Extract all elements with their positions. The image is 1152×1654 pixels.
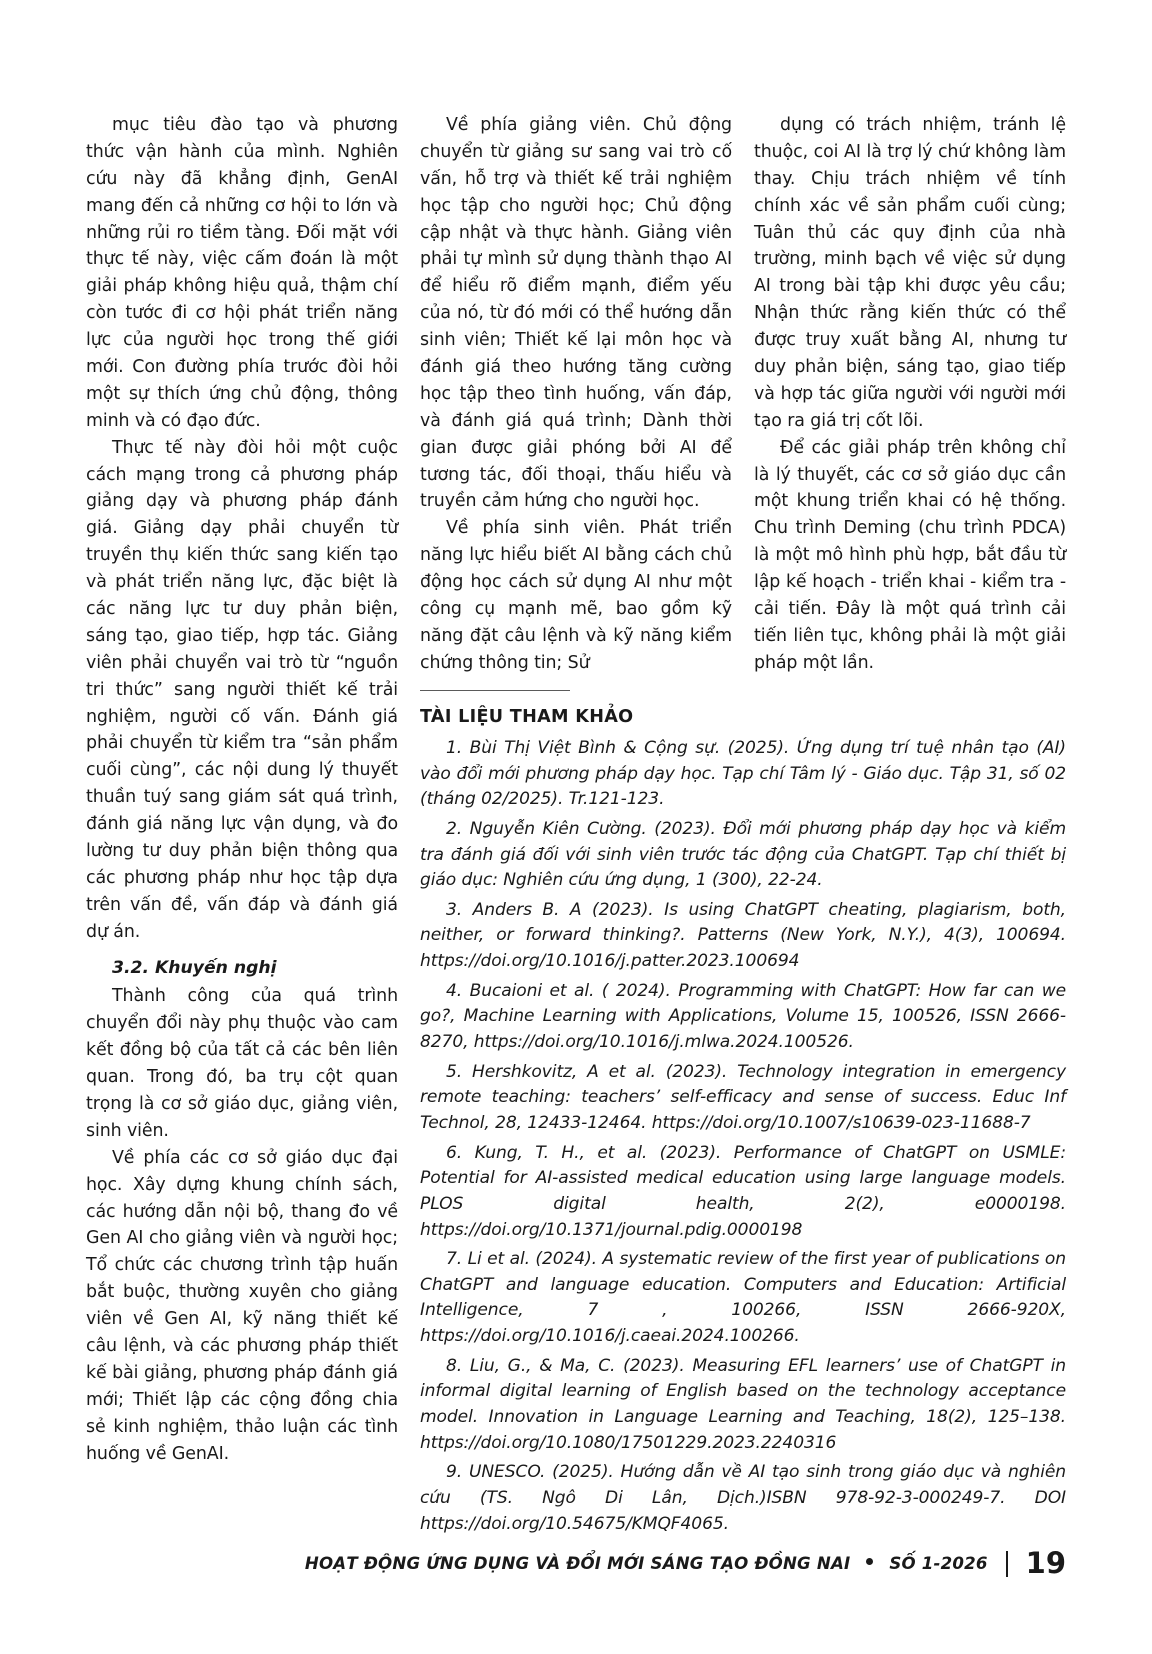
reference-item: 5. Hershkovitz, A et al. (2023). Technology integration in emergency remote teaching: teachers’ self-efficacy and sense of success. Educ Inf Technol, 28, 12433-12464. https://doi.org/10.1007/s10639-023-11688-7: [420, 1061, 1066, 1133]
footer-separator: [1006, 1551, 1008, 1577]
footer-issue: SỐ 1-2026: [889, 1554, 988, 1573]
reference-item: 6. Kung, T. H., et al. (2023). Performance of ChatGPT on USMLE: Potential for AI-assisted medical education using large language models. PLOS digital health, 2(2), e0000198. https://doi.org/10.1371/journal.pdig.0000198: [420, 1142, 1066, 1240]
column-1: [86, 112, 398, 1467]
reference-item: 8. Liu, G., & Ma, C. (2023). Measuring EFL learners’ use of ChatGPT in informal digital learning of English based on the technology acceptance model. Innovation in Language Learning and Teaching, 18(2), 125–138. https://doi.org/10.1080/17501229.2023.2240316: [420, 1355, 1066, 1453]
paragraph: Về phía giảng viên. Chủ động chuyển từ giảng sư sang vai trò cố vấn, hỗ trợ và thiết kế trải nghiệm học tập cho người học; Chủ động cập nhật và thực hành. Giảng viên phải tự mình sử dụng thành thạo AI để hiểu rõ điểm mạnh, điểm yếu của nó, từ đó mới có thể hướng dẫn sinh viên; Thiết kế lại môn học và đánh giá theo hướng tăng cường học tập theo tình huống, vấn đáp, và đánh giá quá trình; Dành thời gian được giải phóng bởi AI để tương tác, đối thoại, thấu hiểu và truyền cảm hứng cho người học.: [420, 115, 732, 512]
paragraph: dụng có trách nhiệm, tránh lệ thuộc, coi AI là trợ lý chứ không làm thay. Chịu trách nhiệm về tính chính xác về sản phẩm cuối cùng; Tuân thủ các quy định của nhà trường, minh bạch về việc sử dụng AI trong bài tập khi được yêu cầu; Nhận thức rằng kiến thức có thể được truy xuất bằng AI, nhưng tư duy phản biện, sáng tạo, giao tiếp và hợp tác giữa người với người mới tạo ra giá trị cốt lõi.: [754, 115, 1066, 431]
reference-item: 2. Nguyễn Kiên Cường. (2023). Đổi mới phương pháp dạy học và kiểm tra đánh giá đối với sinh viên trước tác động của ChatGPT. Tạp chí thiết bị giáo dục: Nghiên cứu ứng dụng, 1 (300), 22-24.: [420, 818, 1066, 891]
section-heading: 3.2. Khuyến nghị: [112, 957, 277, 978]
reference-item: 3. Anders B. A (2023). Is using ChatGPT cheating, plagiarism, both, neither, or forward thinking?. Patterns (New York, N.Y.), 4(3), 100694. https://doi.org/10.1016/j.patter.2023.100694: [420, 899, 1066, 972]
references-section: [420, 690, 1066, 1541]
page-footer: [86, 1546, 1066, 1580]
reference-item: 4. Bucaioni et al. ( 2024). Programming with ChatGPT: How far can we go?, Machine Learning with Applications, Volume 15, 100526, ISSN 2666-8270, https://doi.org/10.1016/j.mlwa.2024.100526.: [420, 980, 1066, 1053]
paragraph: mục tiêu đào tạo và phương thức vận hành của mình. Nghiên cứu này đã khẳng định, GenAI mang đến cả những cơ hội to lớn và những rủi ro tiềm tàng. Đối mặt với thực tế này, việc cấm đoán là một giải pháp không hiệu quả, thậm chí còn tước đi cơ hội phát triển năng lực của người học trong thế giới mới. Con đường phía trước đòi hỏi một sự thích ứng chủ động, thông minh và có đạo đức.: [86, 115, 398, 431]
reference-item: 7. Li et al. (2024). A systematic review of the first year of publications on ChatGPT and language education. Computers and Education: Artificial Intelligence, 7 , 100266, ISSN 2666-920X, https://doi.org/10.1016/j.caeai.2024.100266.: [420, 1249, 1066, 1347]
footer-journal-name: HOẠT ĐỘNG ỨNG DỤNG VÀ ĐỔI MỚI SÁNG TẠO ĐỒNG NAI: [304, 1554, 851, 1573]
paragraph: Để các giải pháp trên không chỉ là lý thuyết, các cơ sở giáo dục cần một khung triển khai có hệ thống. Chu trình Deming (chu trình PDCA) là một mô hình phù hợp, bắt đầu từ lập kế hoạch - triển khai - kiểm tra - cải tiến. Đây là một quá trình cải tiến liên tục, không phải là một giải pháp một lần.: [754, 437, 1066, 673]
reference-item: 1. Bùi Thị Việt Bình & Cộng sự. (2025). Ứng dụng trí tuệ nhân tạo (AI) vào đổi mới phương pháp dạy học. Tạp chí Tâm lý - Giáo dục. Tập 31, số 02 (tháng 02/2025). Tr.121-123.: [420, 738, 1066, 810]
page-number: 19: [1025, 1546, 1066, 1580]
references-title: TÀI LIỆU THAM KHẢO: [420, 707, 634, 727]
paragraph: Thành công của quá trình chuyển đổi này phụ thuộc vào cam kết đồng bộ của tất cả các bên liên quan. Trong đó, ba trụ cột quan trọng là cơ sở giáo dục, giảng viên, sinh viên.: [86, 986, 398, 1141]
paragraph: Thực tế này đòi hỏi một cuộc cách mạng trong cả phương pháp giảng dạy và phương pháp đánh giá. Giảng dạy phải chuyển từ truyền thụ kiến thức sang kiến tạo và phát triển năng lực, đặc biệt là các năng lực tư duy phản biện, sáng tạo, giao tiếp, hợp tác. Giảng viên phải chuyển vai trò từ “nguồn tri thức” sang người thiết kế trải nghiệm, người cố vấn. Đánh giá phải chuyển từ kiểm tra “sản phẩm cuối cùng”, các nội dung lý thuyết thuần tuý sang giám sát quá trình, đánh giá năng lực vận dụng, và đo lường tư duy phản biện thông qua các phương pháp như học tập dựa trên vấn đề, vấn đáp và đánh giá dự án.: [86, 437, 398, 942]
references-list: [420, 736, 1066, 1537]
reference-item: 9. UNESCO. (2025). Hướng dẫn về AI tạo sinh trong giáo dục và nghiên cứu (TS. Ngô Di Lân, Dịch.)ISBN 978-92-3-000249-7. DOI https://doi.org/10.54675/KMQF4065.: [420, 1462, 1066, 1534]
paragraph: Về phía sinh viên. Phát triển năng lực hiểu biết AI bằng cách chủ động học cách sử dụng AI như một công cụ mạnh mẽ, bao gồm kỹ năng đặt câu lệnh và kỹ năng kiểm chứng thông tin; Sử: [420, 518, 732, 673]
paragraph: Về phía các cơ sở giáo dục đại học. Xây dựng khung chính sách, các hướng dẫn nội bộ, thang đo về Gen AI cho giảng viên và người học; Tổ chức các chương trình tập huấn bắt buộc, thường xuyên cho giảng viên về Gen AI, kỹ năng thiết kế câu lệnh, và các phương pháp thiết kế bài giảng, phương pháp đánh giá mới; Thiết lập các cộng đồng chia sẻ kinh nghiệm, thảo luận các tình huống về GenAI.: [86, 1147, 398, 1464]
bullet-dot-icon: [866, 1558, 873, 1565]
references-divider: [420, 690, 570, 691]
